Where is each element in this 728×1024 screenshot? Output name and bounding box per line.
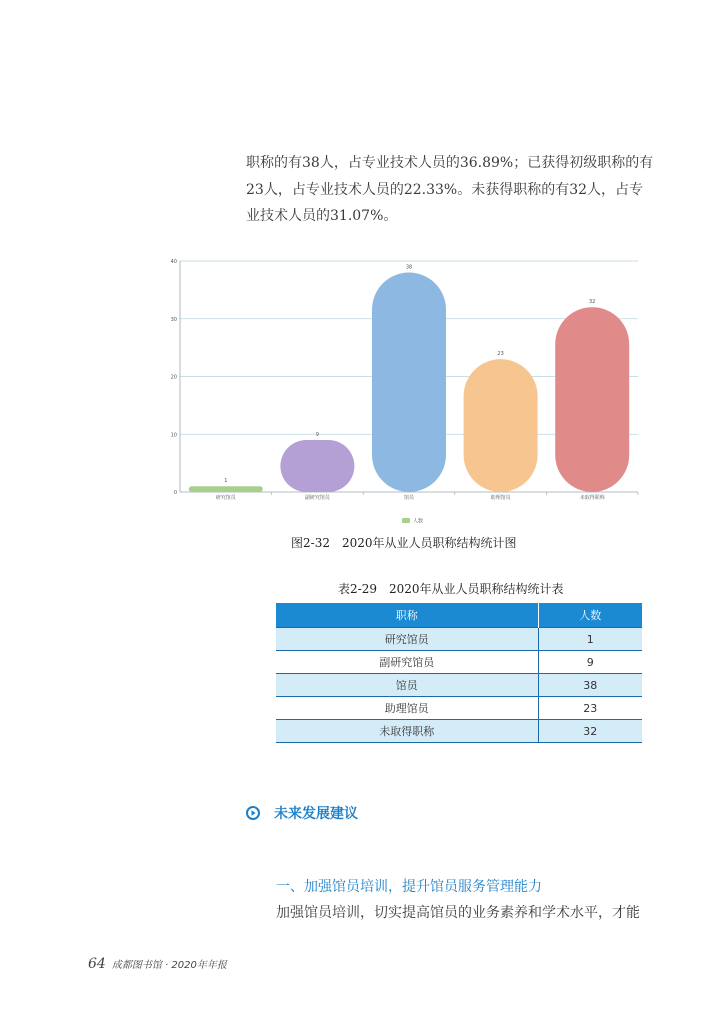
cell-count: 38 xyxy=(538,674,642,697)
y-tick-label: 40 xyxy=(170,259,177,265)
body-line: 业技术人员的31.07%。 xyxy=(246,208,398,224)
x-tick-label: 副研究馆员 xyxy=(304,495,330,501)
y-tick-label: 30 xyxy=(170,316,177,323)
data-table xyxy=(276,603,642,743)
legend-label: 人数 xyxy=(413,518,424,525)
y-tick-label: 0 xyxy=(173,490,177,496)
cell-title: 副研究馆员 xyxy=(276,651,538,674)
cell-title: 助理馆员 xyxy=(276,697,538,720)
column-header-title: 职称 xyxy=(276,603,538,628)
figure-caption: 图2-32 2020年从业人员职称结构统计图 xyxy=(291,536,517,550)
bar xyxy=(280,440,354,492)
x-tick-label: 馆员 xyxy=(403,495,415,501)
cell-count: 32 xyxy=(538,720,642,743)
cell-count: 23 xyxy=(538,697,642,720)
cell-title: 未取得职称 xyxy=(276,720,538,743)
bar xyxy=(555,307,629,492)
table-caption: 表2-29 2020年从业人员职称结构统计表 xyxy=(338,582,564,596)
y-tick-label: 20 xyxy=(170,374,177,381)
bar xyxy=(189,486,263,492)
page-number: 64 xyxy=(88,956,106,972)
table-row xyxy=(276,720,642,743)
data-label: 32 xyxy=(589,299,596,306)
bar xyxy=(464,359,538,492)
legend-swatch xyxy=(402,518,410,523)
cell-count: 1 xyxy=(538,628,642,651)
x-tick-label: 未取得职称 xyxy=(579,495,605,501)
y-tick-label: 10 xyxy=(170,432,177,439)
bar-chart xyxy=(168,252,648,526)
table-row xyxy=(276,697,642,720)
x-tick-label: 助理馆员 xyxy=(490,495,511,501)
table-row xyxy=(276,651,642,674)
section-title: 未来发展建议 xyxy=(274,806,358,822)
table-row xyxy=(276,628,642,651)
data-label: 1 xyxy=(224,478,228,485)
section-heading xyxy=(246,803,358,823)
data-label: 9 xyxy=(315,432,319,439)
data-label: 23 xyxy=(497,351,504,358)
body-paragraph xyxy=(246,150,654,230)
cell-title: 馆员 xyxy=(276,674,538,697)
cell-count: 9 xyxy=(538,651,642,674)
column-header-count: 人数 xyxy=(538,603,642,628)
table-row xyxy=(276,674,642,697)
x-tick-label: 研究馆员 xyxy=(215,495,236,501)
table-header-row xyxy=(276,603,642,628)
subsection-text: 加强馆员培训，切实提高馆员的业务素养和学术水平，才能 xyxy=(276,905,640,921)
cell-title: 研究馆员 xyxy=(276,628,538,651)
body-line: 23人，占专业技术人员的22.33%。未获得职称的有32人，占专 xyxy=(246,181,644,198)
bar xyxy=(372,273,446,492)
subsection-title: 一、加强馆员培训，提升馆员服务管理能力 xyxy=(276,879,542,895)
play-circle-icon xyxy=(246,806,260,820)
running-head: 成都图书馆 · 2020年年报 xyxy=(111,960,227,971)
data-label: 38 xyxy=(405,264,413,271)
body-line: 职称的有38人，占专业技术人员的36.89%；已获得初级职称的有 xyxy=(246,155,654,171)
page-footer xyxy=(88,956,227,972)
